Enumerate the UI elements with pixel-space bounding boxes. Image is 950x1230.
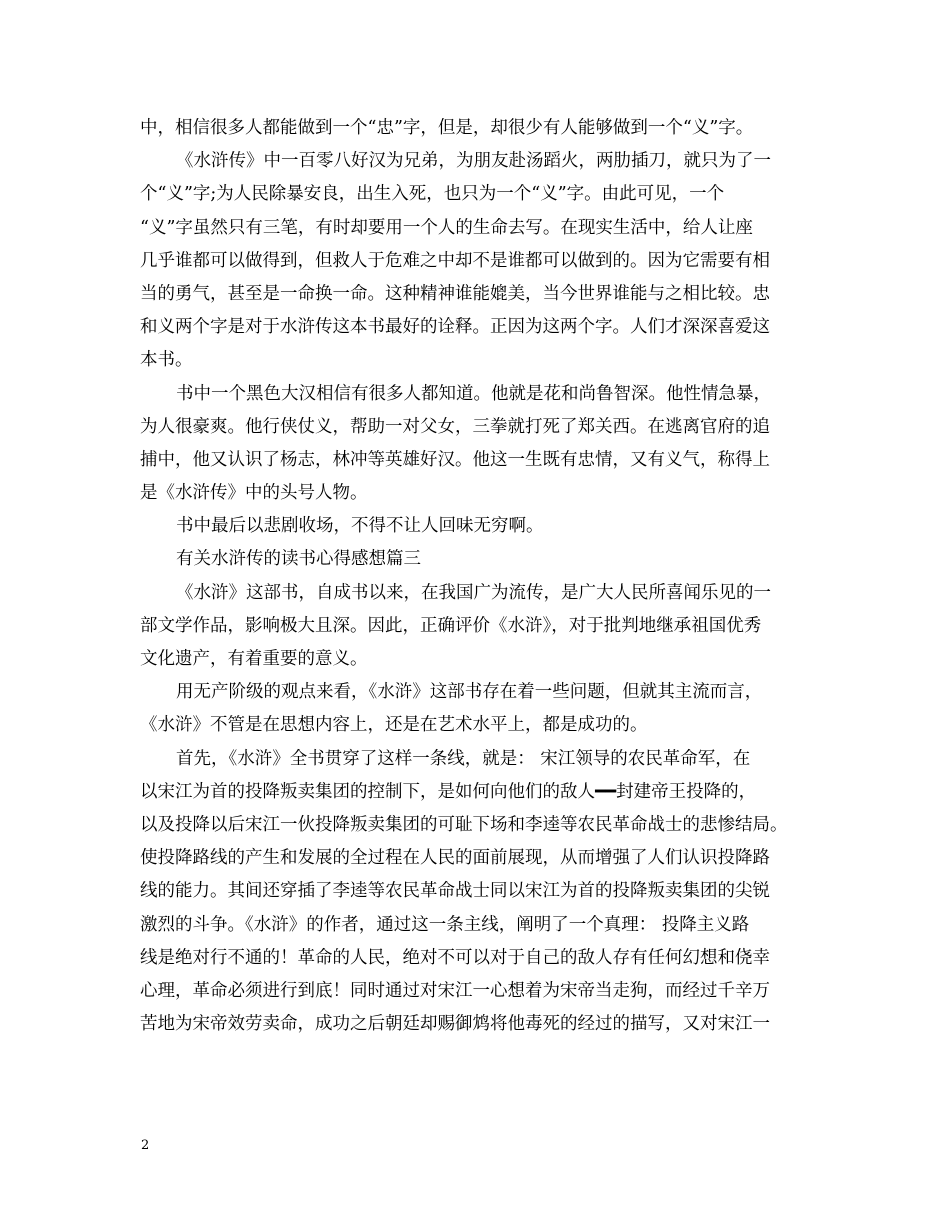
text-line: 书中最后以悲剧收场，不得不让人回味无穷啊。 bbox=[176, 516, 544, 537]
text-line: 部文学作品，影响极大且深。因此，正确评价《水浒》，对于批判地继承祖国优秀 bbox=[140, 615, 762, 636]
text-line: 和义两个字是对于水浒传这本书最好的诠释。正因为这两个字。人们才深深喜爱这 bbox=[140, 317, 770, 338]
text-line: 心理，革命必须进行到底！同时通过对宋江一心想着为宋帝当走狗，而经过千辛万 bbox=[140, 980, 770, 1001]
text-line: 为人很豪爽。他行侠仗义，帮助一对父女，三拳就打死了郑关西。在逃离官府的追 bbox=[140, 416, 770, 437]
text-line: 使投降路线的产生和发展的全过程在人民的面前展现，从而增强了人们认识投降路 bbox=[140, 848, 770, 869]
text-line: 以宋江为首的投降叛卖集团的控制下，是如何向他们的敌人━━封建帝王投降的， bbox=[140, 781, 757, 802]
text-line: 《水浒》不管是在思想内容上，还是在艺术水平上，都是成功的。 bbox=[140, 715, 648, 736]
text-line: 《水浒传》中一百零八好汉为兄弟，为朋友赴汤蹈火，两肋插刀，就只为了一 bbox=[176, 151, 771, 172]
text-line: 中，相信很多人都能做到一个“忠”字，但是，却很少有人能够做到一个“义”字。 bbox=[140, 118, 754, 138]
text-line: 是《水浒传》中的头号人物。 bbox=[140, 483, 368, 504]
text-line: 有关水浒传的读书心得感想篇三 bbox=[176, 549, 421, 570]
text-line: 激烈的斗争。《水浒》的作者，通过这一条主线，阐明了一个真理： 投降主义路 bbox=[140, 914, 750, 935]
text-line: 书中一个黑色大汉相信有很多人都知道。他就是花和尚鲁智深。他性情急暴， bbox=[176, 383, 771, 404]
text-line: “义”字虽然只有三笔，有时却要用一个人的生命去写。在现实生活中，给人让座 bbox=[140, 217, 753, 238]
text-line: 《水浒》这部书，自成书以来，在我国广为流传，是广大人民所喜闻乐见的一 bbox=[176, 582, 771, 603]
text-line: 用无产阶级的观点来看，《水浒》这部书存在着一些问题，但就其主流而言， bbox=[176, 682, 763, 703]
text-line: 文化遗产，有着重要的意义。 bbox=[140, 649, 368, 669]
body-text bbox=[140, 112, 820, 1041]
text-line: 本书。 bbox=[140, 350, 193, 371]
text-line: 几乎谁都可以做得到，但救人于危难之中却不是谁都可以做到的。因为它需要有相 bbox=[140, 250, 770, 271]
text-line: 首先，《水浒》全书贯穿了这样一条线，就是： 宋江领导的农民革命军，在 bbox=[176, 748, 751, 769]
text-line: 线是绝对行不通的！革命的人民，绝对不可以对于自己的敌人存有任何幻想和侥幸 bbox=[140, 947, 770, 968]
text-line: 以及投降以后宋江一伙投降叛卖集团的可耻下场和李逵等农民革命战士的悲惨结局。 bbox=[140, 814, 788, 835]
text-line: 捕中，他又认识了杨志，林冲等英雄好汉。他这一生既有忠情，又有义气，称得上 bbox=[140, 449, 770, 470]
text-line: 当的勇气，甚至是一命换一命。这种精神谁能媲美，当今世界谁能与之相比较。忠 bbox=[140, 283, 770, 304]
text-line: 苦地为宋帝效劳卖命，成功之后朝廷却赐御鸩将他毒死的经过的描写，又对宋江一 bbox=[140, 1014, 770, 1035]
text-line: 线的能力。其间还穿插了李逵等农民革命战士同以宋江为首的投降叛卖集团的尖锐 bbox=[140, 881, 770, 902]
text-line: 个“义”字;为人民除暴安良，出生入死，也只为一个“义”字。由此可见，一个 bbox=[140, 184, 725, 205]
page-number: 2 bbox=[141, 1138, 150, 1153]
